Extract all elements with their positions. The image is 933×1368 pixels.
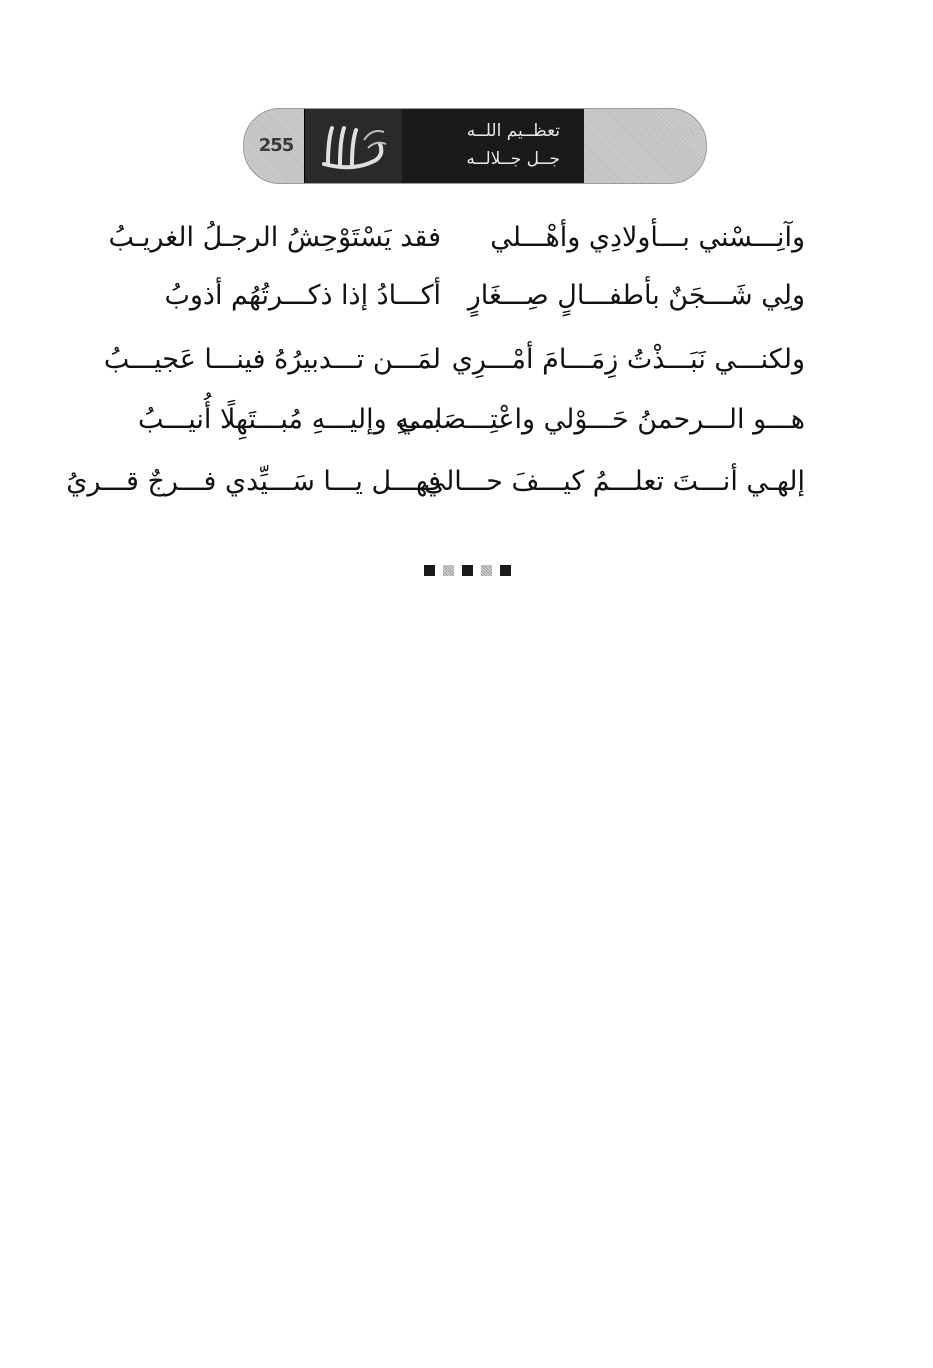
verse-5-first-hemistich: إلهـي أنـــتَ تعلـــمُ كيـــفَ حـــالي: [423, 466, 805, 497]
separator-square-icon: [424, 565, 435, 576]
header-background-text: تعظيم الله جل جلاله: [609, 121, 700, 165]
verse-2-second-hemistich: أكـــادُ إذا ذكـــرتُهُم أذوبُ: [164, 280, 441, 311]
verse-3-second-hemistich: لمَـــن تـــدبيرُهُ فينـــا عَجيـــبُ: [103, 344, 441, 375]
poem: [0, 0, 933, 520]
verse-3-first-hemistich: ولكنـــي نَبَـــذْتُ زِمَـــامَ أمْـــرِي: [451, 344, 805, 375]
verse-2-first-hemistich: ولِي شَـــجَنٌ بأطفـــالٍ صِـــغَارٍ: [467, 280, 805, 311]
separator-square-icon: [443, 565, 454, 576]
verse-1-first-hemistich: وآنِـــسْني بـــأولادِي وأهْـــلي: [490, 222, 805, 253]
verse-4-second-hemistich: بـــهِ وإليـــهِ مُبـــتَهِلًا أُنيـــبُ: [137, 404, 441, 435]
chapter-title-line-1: تعظــيم اللــه: [466, 121, 560, 141]
verse-5-second-hemistich: فهـــل يـــا سَـــيِّدي فـــرجٌ قـــريُ: [66, 466, 441, 497]
verse-4-first-hemistich: هـــو الـــرحمنُ حَـــوْلي واعْتِـــصَامي: [397, 404, 805, 435]
separator-square-icon: [500, 565, 511, 576]
verse-1-second-hemistich: فقد يَسْتَوْحِشُ الرجـلُ الغريـبُ: [108, 222, 441, 253]
chapter-title-line-2: جــل جــلالــه: [466, 149, 560, 169]
page-number: 255: [258, 135, 294, 156]
section-separator: [424, 565, 516, 579]
separator-square-icon: [481, 565, 492, 576]
separator-square-icon: [462, 565, 473, 576]
